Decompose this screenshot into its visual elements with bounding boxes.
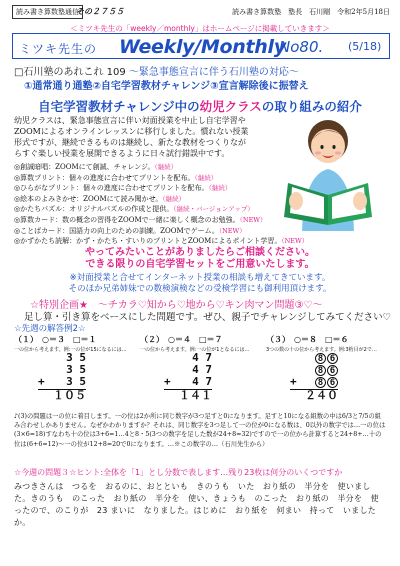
list-item: ◎かずかたち読解：かず・かたち・すいりのプリントとZOOMによるポイント学習。（NEW） bbox=[14, 237, 309, 246]
call-to-action bbox=[0, 247, 400, 271]
section-heading-b: の取り組みの紹介 bbox=[261, 99, 362, 114]
list-item: ◎算数カード：数の概念の習得をZOOMで一緒に楽しく概念のお勉強。（NEW） bbox=[14, 215, 267, 224]
newsletter-name: 読み書き算数塾通信 bbox=[12, 5, 83, 19]
problem-note: 一の位から考えます。例:一の位が1となるには… bbox=[140, 347, 250, 353]
problem-label: （３） ○＝８ □＝６ bbox=[266, 335, 349, 344]
list-item: ◎ひらがなプリント：個々の進度に合わせてプリントを配布。（継続） bbox=[14, 184, 232, 193]
subtitle-1-rest: ～緊急事態宣言に伴う石川塾の対応～ bbox=[128, 67, 299, 78]
sum: １０５ bbox=[53, 389, 86, 402]
problem-note: 3つの数の十の位から考えます。例:3桁目が2で… bbox=[266, 347, 377, 353]
subtitle-1-prefix: □石川塾のあれこれ 109 bbox=[14, 67, 126, 78]
title-box bbox=[12, 33, 390, 59]
addition-column: 8 6 8 6 + 8 6 ２４０ bbox=[290, 354, 338, 402]
call-line-2: できる限りの自宅学習セットをご用意いたします。 bbox=[85, 259, 315, 270]
section-heading-a: 自宅学習教材チャレンジ中の bbox=[38, 99, 200, 114]
special-subtext: 足し算・引き算をベースにした問題です。ぜひ、親子でチャレンジしてみてください♡ bbox=[24, 312, 392, 323]
title-jp: ミツキ先生の bbox=[19, 42, 98, 56]
problem-2 bbox=[140, 334, 260, 409]
problem-3 bbox=[266, 334, 386, 409]
problem-1 bbox=[14, 334, 134, 409]
list-item: ◎絵本のよみきかせ：ZOOMにて読み聞かせ。（継続） bbox=[14, 194, 186, 203]
title-number: No80. bbox=[279, 38, 324, 56]
header-author-date: 読み書き算数塾 塾長 石川剛 令和2年5月18日 bbox=[232, 8, 390, 16]
problem-label: （２） ○＝４ □＝７ bbox=[140, 335, 223, 344]
list-item: ◎算数プリント：個々の進度に合わせてプリントを配布。（継続） bbox=[14, 173, 218, 182]
list-item: ◎かたちパズル：オリジナルパズルの作成と提供。（継続・バージョンアップ） bbox=[14, 205, 254, 214]
title-en: Weekly/Monthly bbox=[119, 36, 286, 58]
subtitle-2: ①通常通り通塾②自宅学習教材チャレンジ③宣言解除後に振替え bbox=[24, 81, 309, 92]
list-item: ◎創誠暗唱：ZOOMにて創誠、チャレンジ。（継続） bbox=[14, 163, 178, 171]
note-line-2: そのほか兄弟姉妹での数検演検などの受検学習にも御利用頂けます。 bbox=[68, 283, 332, 294]
answer-explanation: ♪(3)の問題は一の位に着目します。一の位は2か所に同じ数字が3つ足すと0になります。足すと10になる組数の中は6/3と7/5の組み合わせしかありません。なぜかわかりますか？それは、同じ数字を3つ足して一の位が0になる数は、0以外の数字では…一の位は(3×6=18)すなわち十の位は3+6=1…4と8・5(3つの数字を足した数が24+8=32)ですので一の位から計算すると24+8+…十の位は(6+6=12)～一の位が12+8=20で0になります。…※この数字の…（石川先生から） bbox=[14, 413, 386, 448]
sum: ２４０ bbox=[305, 389, 338, 402]
this-week-problem-heading: ☆今週の問題３☆ヒント:全体を「1」とし分数で表します…残り23枚は何分のいくつですか bbox=[14, 468, 343, 477]
problem-label: （１） ○＝３ □＝１ bbox=[14, 335, 97, 344]
note-lines bbox=[0, 273, 400, 294]
note-line-1: ※対面授業と合せてインターネット授業の相談も増えてきています。 bbox=[69, 273, 331, 283]
intro-paragraph: 幼児クラスは、緊急事態宣言に伴い対面授業を中止し自宅学習やZOOMによるオンラインレッスンに移行しました。慣れない授業形式ですが、継続できるものは継続し、新たな教材をつくりながらすぐ楽しい授業を展開できるように日々試行錯誤中です。 bbox=[14, 116, 249, 158]
special-heading: ☆特別企画★ ～チカラ♡知から♡地から♡キン肉マン問題③♡～ bbox=[30, 300, 323, 311]
addition-column: 3 5 3 5 + 3 5 １０５ bbox=[38, 351, 86, 402]
boy-reading-illustration bbox=[262, 113, 388, 231]
problem-note: 一の位から考えます。例:一の位が15になるには… bbox=[14, 347, 127, 353]
call-line-1: やってみたいことがありましたらご相談ください。 bbox=[85, 247, 315, 258]
addition-column: 4 7 4 7 + 4 7 １４１ bbox=[164, 351, 212, 402]
list-item: ◎ことばカード：国語力の向上のための訓練。ZOOMでゲーム。（NEW） bbox=[14, 226, 246, 235]
section-heading-em: 幼児クラス bbox=[199, 99, 262, 114]
this-week-problem-text: みつきさんは つるを おるのに、おとといも きのうも いた おり紙の 半分を 使いました。きのうも のこった おり紙の 半分を 使い、きょうも のこった おり紙の 半分を 使ったので、のこりが 23 まいに なりました。はじめに おり紙を 何まい 持って いましたか。 bbox=[14, 482, 379, 527]
notice-line: ＜ミツキ先生の「weekly／monthly」はホームページに掲載していきます＞ bbox=[70, 24, 330, 33]
subtitle-1 bbox=[14, 63, 299, 78]
previous-answers-heading: ☆先週の解答例2☆ bbox=[14, 324, 86, 334]
sum: １４１ bbox=[179, 389, 212, 402]
header bbox=[12, 5, 390, 19]
issue-number: その２７５５ bbox=[76, 6, 124, 16]
title-date: (5/18) bbox=[348, 40, 382, 53]
